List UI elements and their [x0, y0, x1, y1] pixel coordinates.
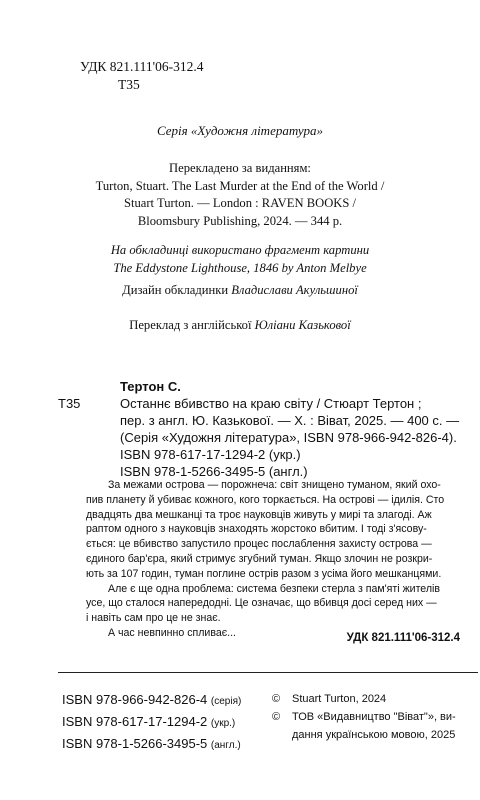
annotation-line: усе, що сталося напередодні. Це означає, що вбивця досі серед них — — [86, 597, 437, 610]
isbn-row — [62, 690, 241, 712]
copyright-author: Stuart Turton, 2024 — [292, 693, 387, 705]
cover-art-line: The Eddystone Lighthouse, 1846 by Anton Melbye — [113, 260, 367, 275]
series-title: Серія «Художня література» — [156, 123, 324, 138]
catalog-line: пер. з англ. Ю. Казькової. — Х. : Віват, 2025. — 400 с. — — [120, 413, 460, 428]
annotation-line: і навіть сам про це не знає. — [86, 612, 221, 625]
copyright-block — [272, 690, 472, 744]
copyright-publisher: ТОВ «Видавництво "Віват"», ви- — [292, 711, 456, 723]
annotation-line: Але є ще одна проблема: система безпеки стерла з пам'яті жителів — [108, 582, 441, 595]
catalog-record — [58, 378, 478, 480]
author-mark: Т35 — [118, 77, 140, 92]
isbn-row — [62, 712, 241, 734]
catalog-cutter: Т35 — [58, 396, 81, 411]
isbn-number: ISBN 978-966-942-826-4 — [62, 692, 208, 707]
isbn-note: (серія) — [210, 696, 242, 707]
cover-design-label: Дизайн обкладинки — [122, 283, 232, 297]
cover-art-credit — [0, 242, 480, 277]
copyright-symbol: © — [272, 693, 281, 705]
divider — [58, 672, 478, 673]
translated-line: Stuart Turton. — London : RAVEN BOOKS / — [123, 196, 357, 211]
copyright-edition: дання українською мовою, 2025 — [292, 729, 456, 741]
catalog-line: (Серія «Художня література», ISBN 978-966-942-826-4). — [120, 430, 457, 445]
cover-design-credit — [0, 283, 480, 298]
annotation — [86, 478, 466, 641]
isbn-note: (укр.) — [210, 718, 236, 729]
annotation-line: раптом одного з науковців знаходять жорстоко вбитим. І тоді з'ясову- — [86, 523, 427, 536]
annotation-line: двадцять два мешканці та троє науковців живуть у мирі та злагоді. Аж — [86, 508, 432, 521]
translated-heading: Перекладено за виданням: — [169, 161, 311, 175]
copyright-line — [272, 708, 472, 726]
cover-art-line: На обкладинці використано фрагмент картини — [110, 243, 370, 257]
translation-label: Переклад з англійської — [129, 318, 255, 332]
catalog-isbn: ISBN 978-617-17-1294-2 (укр.) — [120, 447, 301, 462]
annotation-line: єдиного бар'єра, який стримує згубний туман. Якщо злочин не розкри- — [86, 552, 433, 565]
catalog-isbn: ISBN 978-1-5266-3495-5 (англ.) — [120, 464, 308, 479]
annotation-line: За межами острова — порожнеча: світ знищено туманом, який охо- — [108, 479, 441, 491]
udk-bottom: УДК 821.111'06-312.4 — [346, 632, 460, 644]
copyright-symbol: © — [272, 711, 281, 723]
annotation-line: пив планету й убиває кожного, кого торкається. На острові — ідилія. Сто — [86, 493, 445, 506]
copyright-line — [272, 690, 472, 708]
catalog-first-row — [58, 395, 478, 412]
udk-code: УДК 821.111'06-312.4 — [80, 59, 204, 74]
isbn-number: ISBN 978-1-5266-3495-5 — [62, 736, 208, 751]
isbn-number: ISBN 978-617-17-1294-2 — [62, 714, 208, 729]
translator-name: Юліани Казькової — [254, 318, 351, 332]
annotation-line: А час невпинно спливає... — [108, 626, 236, 639]
annotation-line: ють за 107 годин, туман поглине острів разом з усіма його мешканцями. — [86, 567, 442, 580]
catalog-author: Тертон С. — [120, 379, 181, 394]
translation-credit — [0, 318, 480, 333]
isbn-list — [62, 690, 241, 756]
isbn-row — [62, 734, 241, 756]
catalog-line: Останнє вбивство на краю світу / Стюарт Тертон ; — [120, 396, 422, 411]
annotation-line: ється: це вбивство запустило процес послаблення захисту острова — — [86, 538, 432, 551]
translated-line: Turton, Stuart. The Last Murder at the End of the World / — [95, 178, 385, 193]
isbn-note: (англ.) — [210, 740, 241, 751]
translated-line: Bloomsbury Publishing, 2024. — 344 p. — [137, 213, 343, 228]
translated-from — [0, 160, 480, 230]
cover-designer-name: Владислави Акульшиної — [231, 283, 358, 297]
udk-top — [80, 58, 203, 94]
